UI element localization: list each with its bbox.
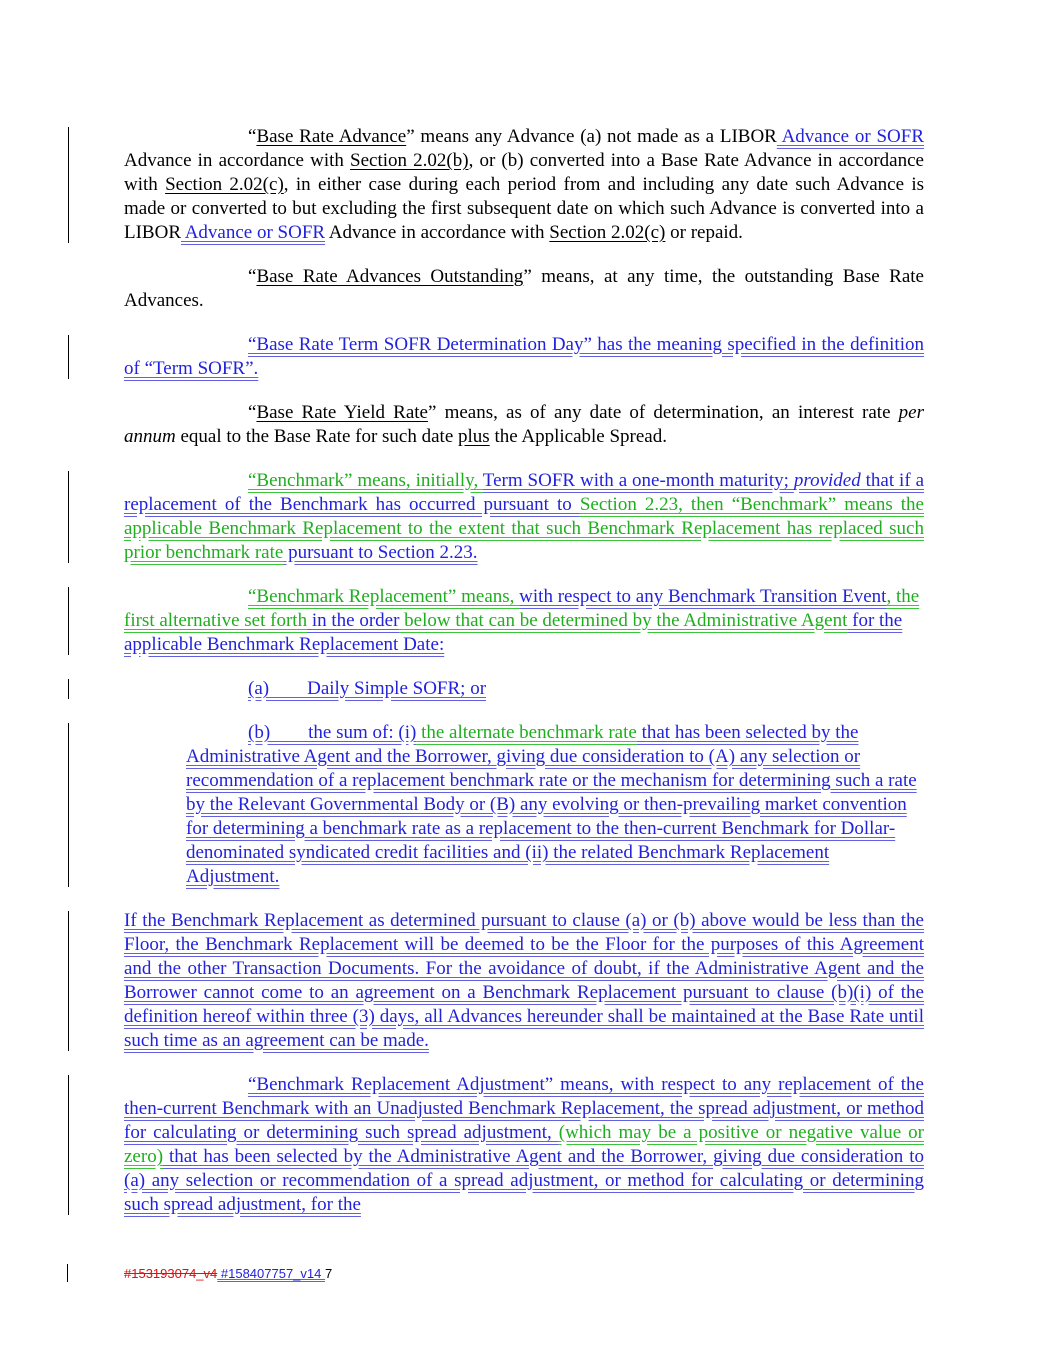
- text: or repaid.: [665, 222, 743, 243]
- underlined-term: plus: [458, 426, 490, 447]
- definition-benchmark: [124, 469, 924, 565]
- underlined-term: Base Rate Advances Outstanding: [256, 266, 524, 287]
- page-number: 7: [324, 1266, 333, 1281]
- inserted-text: Advance or SOFR: [181, 222, 326, 243]
- inserted-text: that if a replacement of the Benchmark has occurred pursuant to: [124, 470, 925, 515]
- text: ” means, as of any date of determination, an interest rate: [427, 402, 899, 423]
- definition-base-rate-advances-outstanding: [124, 265, 924, 313]
- inserted-text: Term SOFR with a one-month maturity;: [482, 470, 794, 491]
- underlined-term: Base Rate Yield Rate: [256, 402, 428, 423]
- definition-base-rate-yield-rate: [124, 401, 924, 449]
- definition-benchmark-replacement-adjustment: [124, 1073, 924, 1217]
- footer: [124, 1266, 332, 1281]
- moved-text: , the first alternative set forth: [124, 586, 920, 631]
- moved-text: the alternate benchmark rate: [416, 722, 637, 743]
- text: , in either case during each period from and including any date such Advance is made or converted to but excluding the first subsequent date on which such Advance is converted into a LIBOR: [124, 174, 925, 243]
- text: equal to the Base Rate for such date: [175, 426, 458, 447]
- inserted-text: that has been selected by the Administrative Agent and the Borrower, giving due consideration to (A) any selection or recommendation of a replacement benchmark rate or the mechanism for determining such a rate by the Relevant Governmental Body or (B) any evolving or then-prevailing market convention for determining a benchmark rate as a replacement to the then-current Benchmark for Dollar-denominated syndicated credit facilities and (ii) the related Benchmark Replacement Adjustment.: [186, 722, 917, 887]
- moved-text: “Benchmark” means, initially,: [248, 470, 483, 491]
- text: ” means, at any time, the outstanding Base Rate Advances.: [124, 266, 924, 311]
- inserted-text: with respect to any Benchmark Transition Event: [519, 586, 887, 607]
- inserted-text: “Benchmark Replacement Adjustment” means, with respect to any replacement of the then-current Benchmark with an Unadjusted Benchmark Replacement, the spread adjustment, or method for calculating or determining such spread adjustment,: [124, 1074, 924, 1143]
- inserted-text: Daily Simple SOFR; or: [269, 678, 487, 699]
- definition-base-rate-advance: [124, 125, 924, 245]
- inserted-text: “Base Rate Term SOFR Determination Day” has the meaning specified in the definition of “Term SOFR”.: [124, 334, 924, 379]
- text: “: [248, 266, 257, 287]
- inserted-text: that has been selected by the Administrative Agent and the Borrower, giving due consideration to (a) any selection or recommendation of a spread adjustment, or method for calculating or determining such spread adjustment, for the: [124, 1146, 924, 1215]
- definition-benchmark-replacement: [124, 585, 924, 657]
- inserted-text: (a): [248, 678, 270, 699]
- inserted-text: (b) the sum of: (i): [248, 722, 417, 743]
- definition-base-rate-term-sofr-determination-day: [124, 333, 924, 381]
- deleted-doc-id: #153193074_v4: [124, 1266, 218, 1281]
- inserted-text: If the Benchmark Replacement as determined pursuant to clause (a) or (b) above would be less than the Floor, the Benchmark Replacement will be deemed to be the Floor for the purposes of this Agreement and the other Transaction Documents. For the avoidance of doubt, if the Administrative Agent and the Borrower cannot come to an agreement on a Benchmark Replacement pursuant to clause (b)(i) of the definition hereof within three (3) days, all Advances hereunder shall be maintained at the Base Rate until such time as an agreement can be made.: [124, 910, 924, 1051]
- text: “: [248, 126, 257, 147]
- inserted-italic-text: provided: [793, 470, 861, 491]
- underlined-term: Base Rate Advance: [256, 126, 407, 147]
- inserted-text: pursuant to Section 2.23.: [283, 542, 478, 563]
- underlined-term: Section 2.02(c): [165, 174, 284, 195]
- document-page: [124, 125, 924, 1237]
- italic-text: per annum: [124, 402, 924, 447]
- moved-text: below that can be determined by the Administrative Agent: [399, 610, 848, 631]
- change-bar: [67, 1264, 68, 1282]
- inserted-doc-id: #158407757_v14: [217, 1266, 325, 1281]
- moved-text: (which may be a positive or negative value or zero): [124, 1122, 924, 1167]
- inserted-text: in the order: [307, 610, 400, 631]
- text: ” means any Advance (a) not made as a LIBOR: [406, 126, 777, 147]
- inserted-text: Advance or SOFR: [776, 126, 924, 147]
- text: “: [248, 402, 257, 423]
- floor-paragraph: [124, 909, 924, 1053]
- text: Advance in accordance with: [325, 222, 550, 243]
- inserted-text: for the applicable Benchmark Replacement Date:: [124, 610, 903, 655]
- clause-b: [124, 721, 924, 889]
- underlined-term: Section 2.02(b): [350, 150, 469, 171]
- text: Advance in accordance with: [124, 150, 351, 171]
- clause-a: [124, 677, 924, 701]
- text: the Applicable Spread.: [489, 426, 667, 447]
- moved-text: Section 2.23, then “Benchmark” means the applicable Benchmark Replacement to the extent that such Benchmark Replacement has replaced such prior benchmark rate: [124, 494, 924, 563]
- underlined-term: Section 2.02(c): [549, 222, 666, 243]
- moved-text: “Benchmark Replacement” means,: [248, 586, 520, 607]
- text: , or (b) converted into a Base Rate Advance in accordance with: [124, 150, 924, 195]
